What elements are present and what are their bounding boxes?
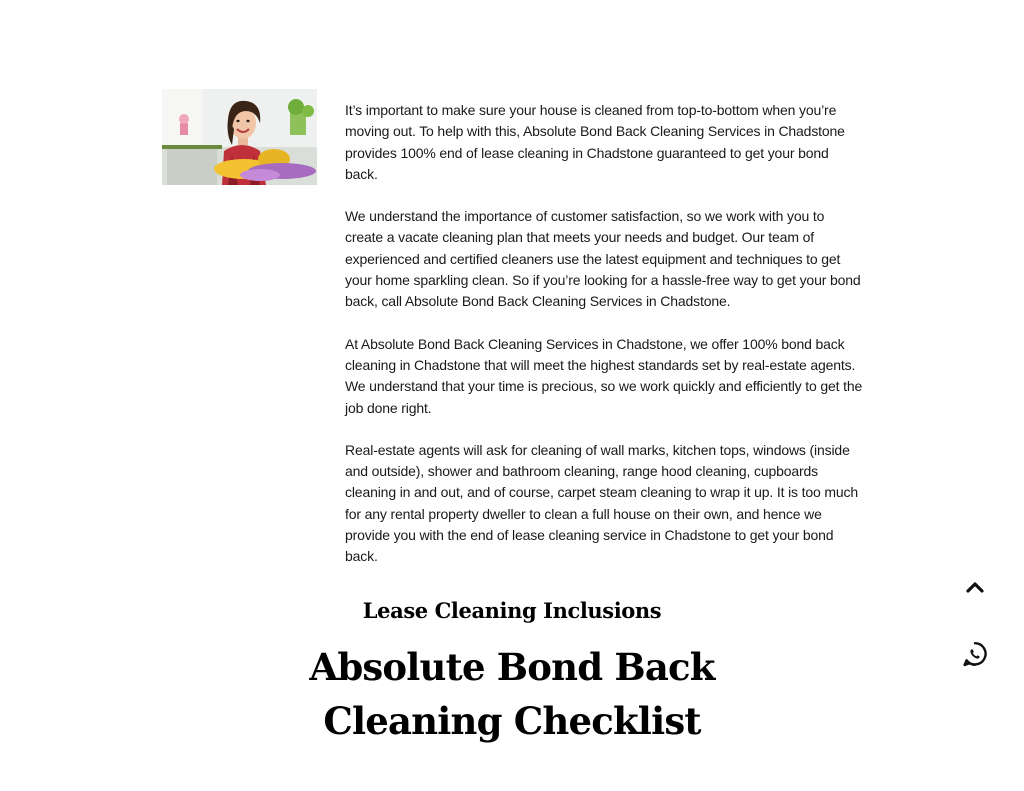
paragraph-agents: Real-estate agents will ask for cleaning of wall marks, kitchen tops, windows (inside and outside), shower and bathroom cleaning, range hood cleaning, cupboards cleaning in and out, and of course, carpet steam cleaning to wrap it up. It is too much for any rental property dweller to clean a full house on their own, and hence we provide you with the end of lease cleaning service in Chadstone to get your bond back.	[345, 441, 859, 565]
scroll-to-top-button[interactable]	[960, 572, 990, 602]
paragraph-satisfaction: We understand the importance of customer satisfaction, so we work with you to create a vacate cleaning plan that meets your needs and budget. Our team of experienced and certified cleaners use the latest equipment and techniques to get your home sparkling clean. So if you’re looking for a hassle-free way to get your bond back, call Absolute Bond Back Cleaning Services in Chadstone.	[345, 208, 861, 310]
article-content	[345, 100, 865, 589]
whatsapp-button[interactable]	[961, 640, 989, 668]
cleaning-woman-image	[162, 89, 317, 185]
whatsapp-icon	[961, 640, 989, 668]
paragraph-intro: It’s important to make sure your house is cleaned from top-to-bottom when you’re moving out. To help with this, Absolute Bond Back Cleaning Services in Chadstone provides 100% end of lease cleaning in Chadstone guaranteed to get your bond back.	[345, 102, 845, 182]
section-heading: Absolute Bond Back Cleaning Checklist	[309, 645, 715, 743]
section-subheading: Lease Cleaning Inclusions	[362, 598, 662, 623]
chevron-up-icon	[960, 572, 990, 602]
paragraph-bond-back: At Absolute Bond Back Cleaning Services in Chadstone, we offer 100% bond back cleaning in Chadstone that will meet the highest standards set by real-estate agents. We understand that your time is precious, so we work quickly and efficiently to get the job done right.	[345, 335, 863, 416]
